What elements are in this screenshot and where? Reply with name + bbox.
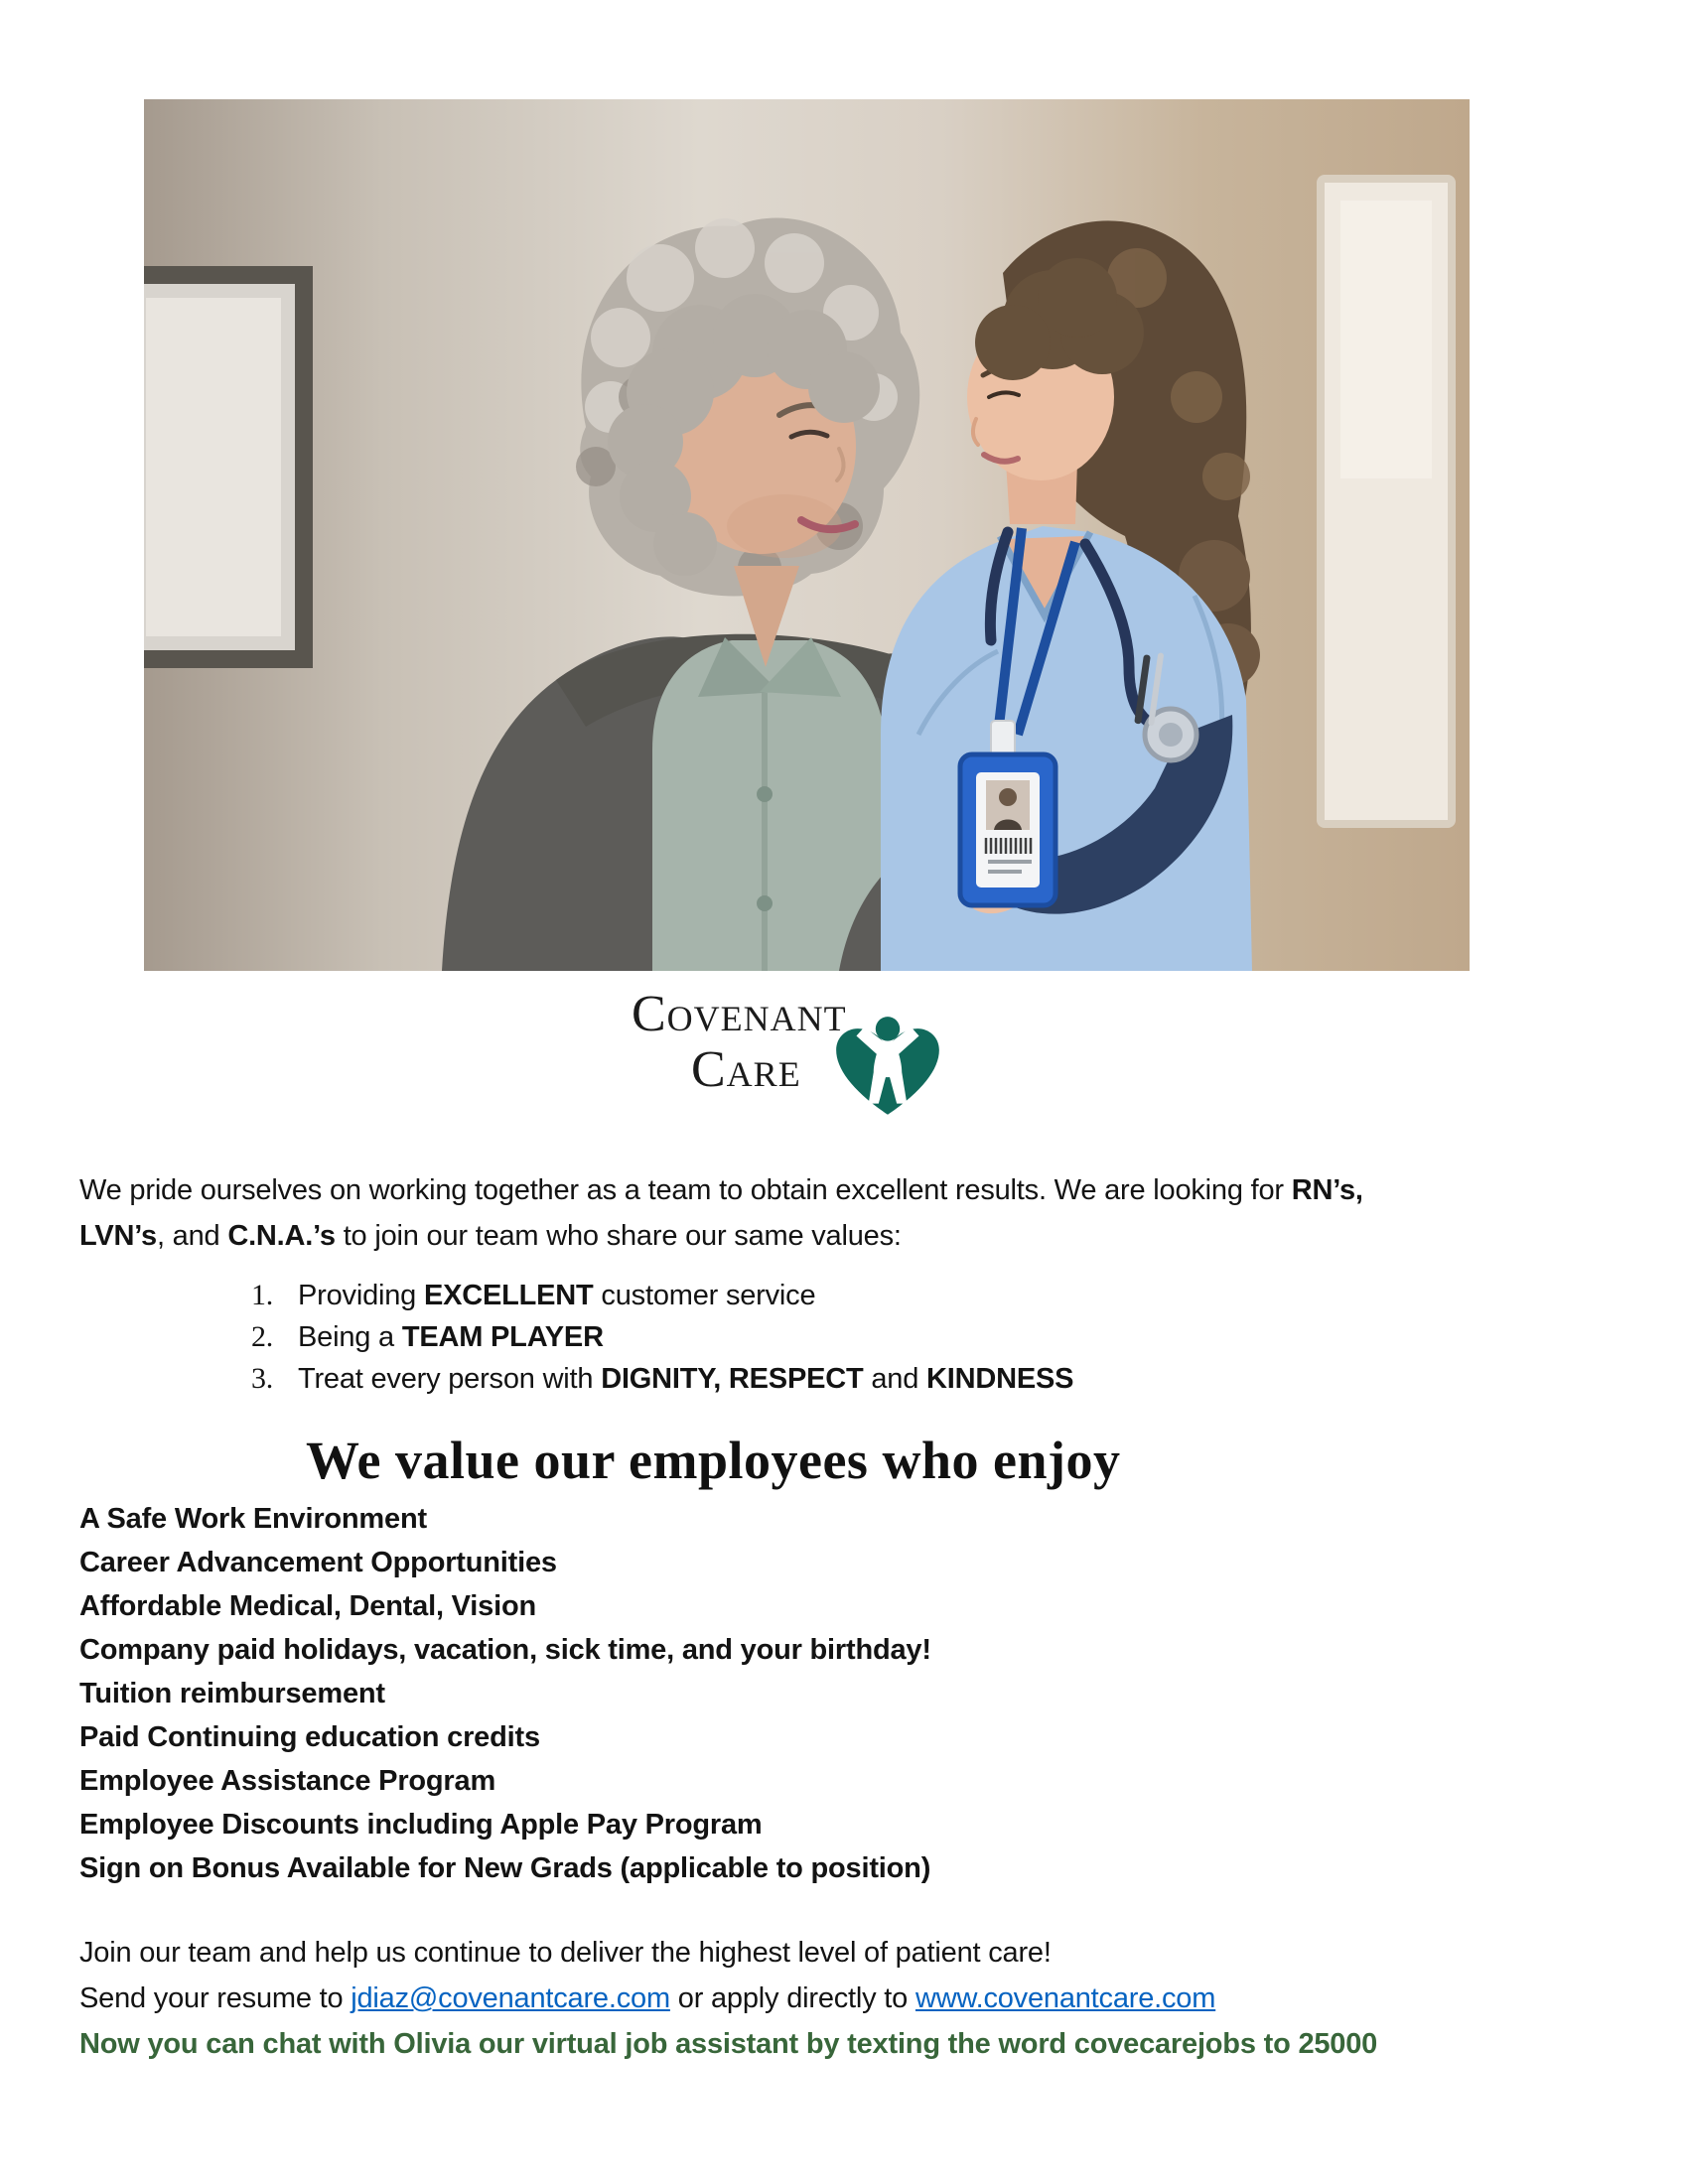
intro-paragraph: [79, 1167, 1363, 1259]
covenant-care-logo: [632, 986, 948, 1118]
list-text: Providing EXCELLENT customer service: [298, 1280, 816, 1311]
values-list: [251, 1275, 1073, 1400]
list-item: [251, 1275, 1073, 1316]
closing-text: or apply directly to: [669, 1982, 915, 2014]
closing-block: [79, 1930, 1377, 2067]
list-item: [251, 1316, 1073, 1358]
list-item: [251, 1358, 1073, 1400]
intro-text: , and: [156, 1220, 228, 1252]
list-number: 3.: [251, 1362, 274, 1395]
benefit-item: Sign on Bonus Available for New Grads (applicable to position): [79, 1852, 931, 1884]
list-number: 1.: [251, 1279, 274, 1311]
benefit-item: Employee Discounts including Apple Pay Program: [79, 1809, 763, 1841]
benefit-item: Career Advancement Opportunities: [79, 1547, 557, 1578]
photo-illustration: [144, 99, 1470, 971]
intro-text: We pride ourselves on working together as a team to obtain excellent results. We are looking for: [79, 1174, 1292, 1206]
intro-bold-rns: RN’s,: [1291, 1174, 1363, 1206]
logo-wordmark: [632, 986, 847, 1098]
intro-text: to join our team who share our same values:: [335, 1220, 902, 1252]
benefit-item: Company paid holidays, vacation, sick time, and your birthday!: [79, 1634, 931, 1666]
website-link[interactable]: www.covenantcare.com: [914, 1982, 1216, 2014]
intro-line-2: [79, 1213, 1363, 1259]
list-number: 2.: [251, 1320, 274, 1353]
closing-line-resume: [79, 1976, 1377, 2021]
benefit-item: Tuition reimbursement: [79, 1678, 385, 1709]
framed-picture: [144, 266, 313, 668]
hero-photo: [144, 99, 1470, 971]
intro-bold-cnas: C.N.A.’s: [227, 1220, 336, 1252]
benefit-item: A Safe Work Environment: [79, 1503, 427, 1535]
hallway-door: [1321, 179, 1452, 824]
list-text: Being a TEAM PLAYER: [298, 1321, 604, 1353]
benefit-item: Paid Continuing education credits: [79, 1721, 540, 1753]
list-text: Treat every person with DIGNITY, RESPECT and KINDNESS: [298, 1363, 1074, 1395]
benefit-item: Employee Assistance Program: [79, 1765, 496, 1797]
closing-text: Send your resume to: [79, 1982, 352, 2014]
heart-person-icon: [827, 1017, 948, 1118]
closing-line-join: Join our team and help us continue to deliver the highest level of patient care!: [79, 1937, 1052, 1969]
benefit-item: Affordable Medical, Dental, Vision: [79, 1590, 536, 1622]
section-heading: We value our employees who enjoy: [306, 1431, 1121, 1490]
logo-word-covenant: Covenant: [632, 986, 847, 1042]
id-badge: [960, 754, 1055, 905]
chat-assistant-line: Now you can chat with Olivia our virtual job assistant by texting the word covecarejobs to 25000: [79, 2028, 1378, 2060]
logo-word-care: Care: [691, 1041, 801, 1098]
benefits-list: [79, 1497, 931, 1890]
intro-bold-lvns: LVN’s: [79, 1220, 157, 1252]
intro-line-1: [79, 1167, 1363, 1213]
email-link[interactable]: jdiaz@covenantcare.com: [351, 1982, 670, 2014]
